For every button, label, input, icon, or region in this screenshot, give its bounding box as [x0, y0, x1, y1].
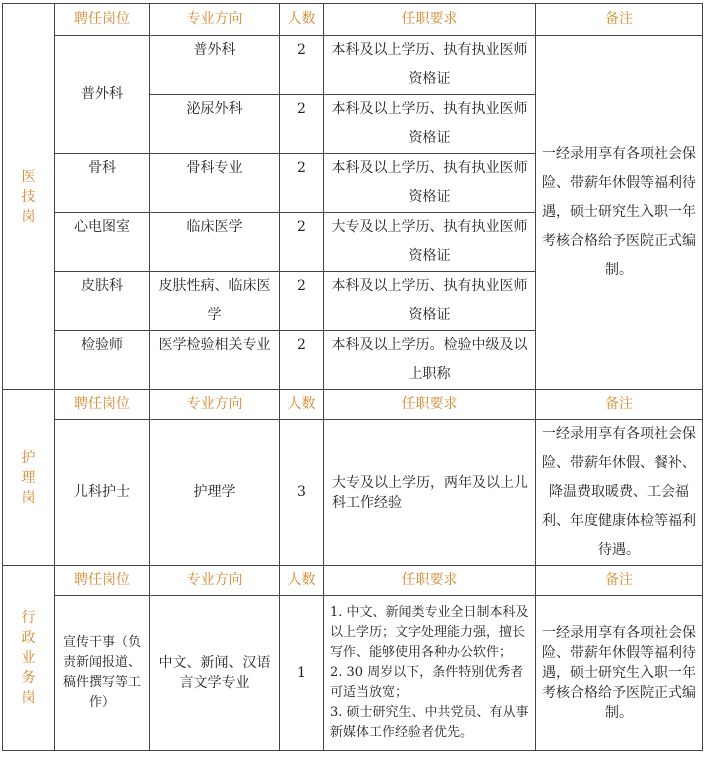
major-cell: 护理学: [150, 420, 280, 566]
count-cell: 2: [280, 154, 324, 213]
note-cell: 一经录用享有各项社会保险、带薪年休假、餐补、降温费取暖费、工会福利、年度健康体检等福利待遇。: [536, 420, 703, 566]
requirement-cell: 本科及以上学历、执有执业医师资格证: [324, 95, 536, 154]
table-row: [3, 420, 703, 566]
category-cell: 医 技 岗: [3, 4, 55, 390]
requirement-cell: 本科及以上学历。检验中级及以上职称: [324, 331, 536, 390]
recruitment-table: [2, 3, 703, 751]
position-cell: 检验师: [55, 331, 150, 390]
note-cell: 一经录用享有各项社会保险、带薪年休假等福利待遇，硕士研究生入职一年考核合格给予医院正式编制。: [536, 596, 703, 751]
header-major: 专业方向: [150, 4, 280, 36]
requirement-cell: 本科及以上学历、执有执业医师资格证: [324, 272, 536, 331]
major-cell: 医学检验相关专业: [150, 331, 280, 390]
header-row: [3, 566, 703, 596]
position-cell: 普外科: [55, 36, 150, 154]
count-cell: 2: [280, 272, 324, 331]
header-major: 专业方向: [150, 566, 280, 596]
position-cell: 皮肤科: [55, 272, 150, 331]
table-row: [3, 596, 703, 751]
major-cell: 泌尿外科: [150, 95, 280, 154]
requirement-cell: 1. 中文、新闻类专业全日制本科及以上学历；文字处理能力强，擅长写作、能够使用各种办公软件； 2. 30 周岁以下，条件特别优秀者可适当放宽； 3. 硕士研究生、中共党员、有从事新媒体工作经验者优先。: [324, 596, 536, 751]
requirement-cell: 大专及以上学历、执有执业医师资格证: [324, 213, 536, 272]
header-row: [3, 4, 703, 36]
header-requirement: 任职要求: [324, 4, 536, 36]
header-position: 聘任岗位: [55, 566, 150, 596]
header-position: 聘任岗位: [55, 390, 150, 420]
position-cell: 儿科护士: [55, 420, 150, 566]
major-cell: 中文、新闻、汉语言文学专业: [150, 596, 280, 751]
header-position: 聘任岗位: [55, 4, 150, 36]
table-row: [3, 36, 703, 66]
header-major: 专业方向: [150, 390, 280, 420]
header-note: 备注: [536, 390, 703, 420]
requirement-cell: 本科及以上学历、执有执业医师资格证: [324, 154, 536, 213]
category-cell: 护 理 岗: [3, 390, 55, 566]
header-requirement: 任职要求: [324, 390, 536, 420]
major-cell: 皮肤性病、临床医学: [150, 272, 280, 331]
header-count: 人数: [280, 566, 324, 596]
count-cell: 2: [280, 331, 324, 390]
header-note: 备注: [536, 4, 703, 36]
major-cell: 临床医学: [150, 213, 280, 272]
requirement-cell: 大专及以上学历，两年及以上儿科工作经验: [324, 420, 536, 566]
major-cell: 普外科: [150, 36, 280, 95]
header-requirement: 任职要求: [324, 566, 536, 596]
count-cell: 3: [280, 420, 324, 566]
count-cell: 2: [280, 213, 324, 272]
requirement-cell: 本科及以上学历、执有执业医师资格证: [324, 36, 536, 95]
note-cell: 一经录用享有各项社会保险、带薪年休假等福利待遇，硕士研究生入职一年考核合格给予医院正式编制。: [536, 36, 703, 390]
header-count: 人数: [280, 4, 324, 36]
category-cell: 行 政 业 务 岗: [3, 566, 55, 751]
header-row: [3, 390, 703, 420]
count-cell: 1: [280, 596, 324, 751]
position-cell: 心电图室: [55, 213, 150, 272]
header-note: 备注: [536, 566, 703, 596]
position-cell: 宣传干事（负责新闻报道、稿件撰写等工作）: [55, 596, 150, 751]
header-count: 人数: [280, 390, 324, 420]
major-cell: 骨科专业: [150, 154, 280, 213]
position-cell: 骨科: [55, 154, 150, 213]
count-cell: 2: [280, 95, 324, 154]
count-cell: 2: [280, 36, 324, 95]
